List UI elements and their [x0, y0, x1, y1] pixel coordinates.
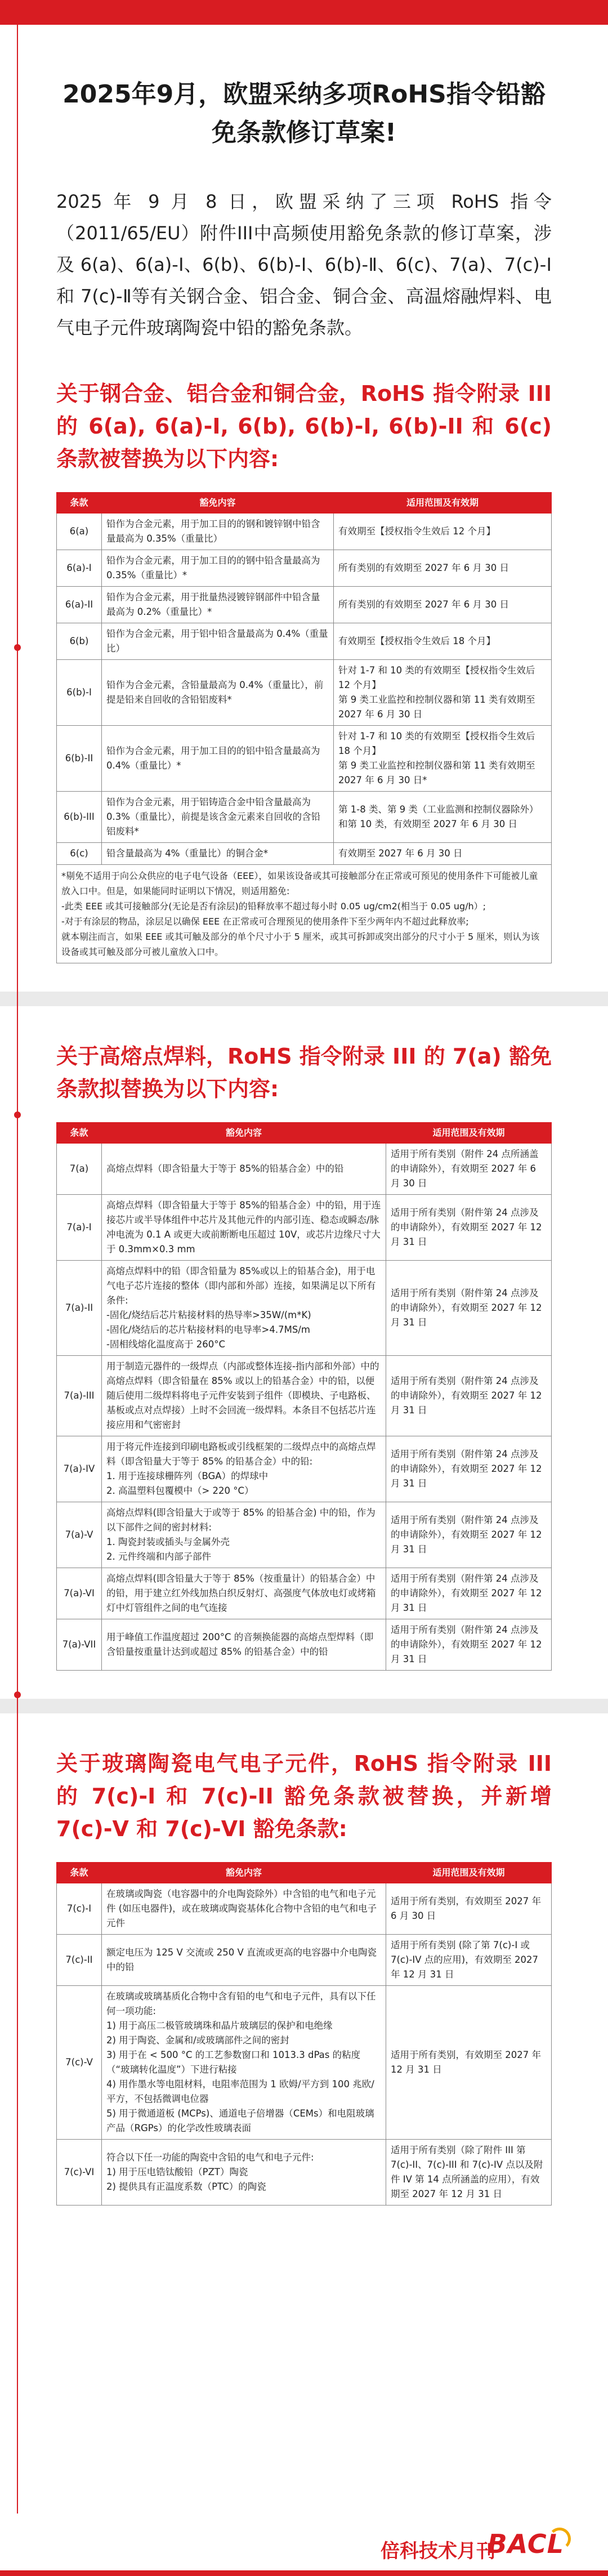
table-row [57, 550, 552, 587]
left-accent-line [17, 25, 18, 2514]
row-clause: 6(a)-II [57, 587, 102, 623]
row-scope: 适用于所有类别（附件第 24 点涉及的申请除外），有效期至 2027 年 12 月 31 日 [386, 1195, 552, 1261]
row-content: 高熔点焊料(即含铅量大于等于 85%（按重量计）的铅基合金）中的铅，用于建立红外线加热白织反射灯、高强度气体放电灯或烤箱灯中灯管组件之间的电气连接 [102, 1568, 386, 1619]
table-row [57, 792, 552, 843]
header-content: 豁免内容 [102, 1123, 386, 1144]
row-clause: 7(a)-III [57, 1356, 102, 1436]
row-clause: 7(a)-VI [57, 1568, 102, 1619]
row-content: 高熔点焊料(即含铅量大于或等于 85% 的铅基合金) 中的铅，作为以下部件之间的密封材料: 1. 陶瓷封装或插头与金属外壳 2. 元件终端和内部子部件 [102, 1502, 386, 1568]
table-row [57, 587, 552, 623]
table-body [57, 1883, 552, 2206]
table-row [57, 514, 552, 550]
row-clause: 6(b) [57, 623, 102, 660]
header-scope: 适用范围及有效期 [386, 1863, 552, 1883]
row-scope: 适用于所有类别（除了附件 III 第 7(c)-II、7(c)-III 和 7(c)-IV 点以及附件 IV 第 14 点所涵盖的应用），有效期至 2027 年 12 月 31 日 [386, 2140, 552, 2206]
row-scope: 适用于所有类别，有效期至 2027 年 12 月 31 日 [386, 1986, 552, 2140]
row-content: 铅作为合金元素，用于铝中铅含量最高为 0.4%（重量比） [102, 623, 334, 660]
row-clause: 7(c)-V [57, 1986, 102, 2140]
table-row [57, 1568, 552, 1619]
table-header-row [57, 1123, 552, 1144]
section-high-melting-solder [56, 1040, 552, 1671]
row-content: 用于峰值工作温度超过 200°C 的音频换能器的高熔点型焊料（即含铅量按重量计达到或超过 85% 的铅基合金）中的铅 [102, 1619, 386, 1671]
row-scope: 适用于所有类别（附件第 24 点涉及的申请除外），有效期至 2027 年 12 月 31 日 [386, 1502, 552, 1568]
row-content: 铅作为合金元素，用于加工目的的铝中铅含量最高为 0.4%（重量比）* [102, 726, 334, 792]
table-row [57, 623, 552, 660]
header-scope: 适用范围及有效期 [334, 493, 552, 514]
row-scope: 所有类别的有效期至 2027 年 6 月 30 日 [334, 587, 552, 623]
table-footnote: *剔免不适用于向公众供应的电子电气设备（EEE），如果该设备或其可接触部分在正常或可预见的使用条件下可能被儿童放入口中。但是，如果能同时证明以下情况，则适用豁免: -此类 EEE 或其可接触部分(无论是否有涂层)的铅释放率不超过每小时 0.05 ug/cm2(相当于 0.05 ug/h）; -对于有涂层的物品，涂层足以确保 EEE 在正常或可合理预见的使用条件下至少两年内不超过此释放率; 就本剔注而言，如果 EEE 或其可触及部分的单个尺寸小于 5 厘米，或其可拆卸或突出部分的尺寸小于 5 厘米，则认为该设备或其可触及部分可被儿童放入口中。 [56, 865, 552, 963]
row-clause: 7(c)-II [57, 1935, 102, 1986]
bottom-accent-bar [0, 2570, 608, 2576]
row-scope: 适用于所有类别（附件 24 点所涵盖的申请除外），有效期至 2027 年 6 月 30 日 [386, 1144, 552, 1195]
row-clause: 7(a) [57, 1144, 102, 1195]
row-content: 铅作为合金元素，用于加工目的的钢和镀锌钢中铅含量最高为 0.35%（重量比） [102, 514, 334, 550]
row-clause: 7(a)-II [57, 1261, 102, 1356]
row-content: 用于将元件连接到印刷电路板或引线框架的二级焊点中的高熔点焊料（即含铅量大于等于 85% 的铅基合金）中的铅: 1. 用于连接球栅阵列（BGA）的焊球中 2. 高温塑料包覆模中（> 220 °C） [102, 1436, 386, 1502]
row-clause: 7(a)-IV [57, 1436, 102, 1502]
row-scope: 适用于所有类别，有效期至 2027 年 6 月 30 日 [386, 1883, 552, 1935]
section-title: 关于高熔点焊料，RoHS 指令附录 III 的 7(a) 豁免条款拟替换为以下内容: [56, 1044, 552, 1101]
row-scope: 适用于所有类别（附件第 24 点涉及的申请除外），有效期至 2027 年 12 月 31 日 [386, 1356, 552, 1436]
row-clause: 7(c)-VI [57, 2140, 102, 2206]
table-header-row [57, 1863, 552, 1883]
table-row [57, 1436, 552, 1502]
timeline-dot [14, 1111, 21, 1118]
row-scope: 适用于所有类别（附件第 24 点涉及的申请除外），有效期至 2027 年 12 月 31 日 [386, 1436, 552, 1502]
row-content: 高熔点焊料（即含铅量大于等于 85%的铅基合金）中的铅 [102, 1144, 386, 1195]
footer-brand: 倍科技术月刊 [381, 2540, 495, 2562]
logo-swoosh-icon [548, 2528, 571, 2550]
top-accent-bar [0, 0, 608, 25]
row-scope: 有效期至 2027 年 6 月 30 日 [334, 843, 552, 865]
row-content: 高熔点焊料（即含铅量大于等于 85%的铅基合金）中的铅，用于连接芯片或半导体组件中芯片及其他元件的内部引连、稳态或瞬态/脉冲电流为 0.1 A 或更大或前断断电压超过 10V，或芯片边缘尺寸大于 0.3mm×0.3 mm [102, 1195, 386, 1261]
row-content: 铅作为合金元素，用于加工目的的钢中铅含量最高为 0.35%（重量比）* [102, 550, 334, 587]
row-clause: 6(b)-I [57, 660, 102, 726]
table-row [57, 1195, 552, 1261]
section-title: 关于玻璃陶瓷电气电子元件，RoHS 指令附录 III 的 7(c)-I 和 7(c)-II 豁免条款被替换，并新增 7(c)-V 和 7(c)-VI 豁免条款: [56, 1751, 552, 1841]
row-clause: 6(b)-III [57, 792, 102, 843]
table-row [57, 660, 552, 726]
table-row [57, 1261, 552, 1356]
table-row [57, 1883, 552, 1935]
row-scope: 有效期至【授权指令生效后 12 个月】 [334, 514, 552, 550]
table-body [57, 1144, 552, 1671]
table-row [57, 726, 552, 792]
section-divider [0, 992, 608, 1006]
row-scope: 第 1-8 类、第 9 类（工业监测和控制仪器除外）和第 10 类，有效期至 2027 年 6 月 30 日 [334, 792, 552, 843]
intro-paragraph: 2025 年 9 月 8 日，欧盟采纳了三项 RoHS 指令（2011/65/EU）附件III中高频使用豁免条款的修订草案，涉及 6(a)、6(a)-Ⅰ、6(b)、6(b)-Ⅰ、6(b)-Ⅱ、6(c)、7(a)、7(c)-Ⅰ和 7(c)-Ⅱ等有关钢合金、铝合金、铜合金、高温熔融焊料、电气电子元件玻璃陶瓷中铅的豁免条款。 [56, 191, 552, 338]
row-content: 铅作为合金元素，含铅量最高为 0.4%（重量比），前提是铅来自回收的含铅铝废料* [102, 660, 334, 726]
header-content: 豁免内容 [102, 493, 334, 514]
header-content: 豁免内容 [102, 1863, 386, 1883]
timeline-dot [14, 1691, 21, 1698]
row-scope: 有效期至【授权指令生效后 18 个月】 [334, 623, 552, 660]
row-content: 高熔点焊料中的铅（即含铅量为 85%或以上的铅基合金)，用于电气电子芯片连接的整体（即内部和外部）连接，如果满足以下所有条件: -固化/烧结后芯片粘接材料的热导率>35W/(m*K) -固化/烧结后的芯片粘接材料的电导率>4.7MS/m -固相线熔化温度高于 260°C [102, 1261, 386, 1356]
section-divider [0, 1699, 608, 1713]
row-clause: 7(a)-VII [57, 1619, 102, 1671]
table-row [57, 1986, 552, 2140]
table-row [57, 1619, 552, 1671]
footer [0, 2514, 608, 2576]
section-glass-ceramic [56, 1747, 552, 2206]
table-row [57, 1935, 552, 1986]
timeline-dot [14, 644, 21, 651]
row-clause: 6(c) [57, 843, 102, 865]
page-title: 2025年9月，欧盟采纳多项RoHS指令铅豁免条款修订草案! [62, 80, 546, 147]
row-content: 铅作为合金元素，用于批量热浸镀锌钢部件中铅含量最高为 0.2%（重量比）* [102, 587, 334, 623]
row-content: 铅作为合金元素，用于铝铸造合金中铅含量最高为 0.3%（重量比），前提是该含金元素来自回收的含铅铝废料* [102, 792, 334, 843]
section-title: 关于钢合金、铝合金和铜合金，RoHS 指令附录 III 的 6(a), 6(a)-I, 6(b), 6(b)-I, 6(b)-II 和 6(c) 条款被替换为以下内容: [56, 381, 552, 471]
header-no: 条款 [57, 1123, 102, 1144]
exemption-table-1 [56, 492, 552, 865]
table-row [57, 1502, 552, 1568]
row-scope: 针对 1-7 和 10 类的有效期至【授权指令生效后 18 个月】 第 9 类工业监控和控制仪器和第 11 类有效期至 2027 年 6 月 30 日* [334, 726, 552, 792]
header-no: 条款 [57, 493, 102, 514]
row-content: 用于制造元器件的一级焊点（内部或整体连接-指内部和外部）中的高熔点焊料（即含铅量在 85% 或以上的铅基合金）中的铅，以便随后使用二级焊料将电子元件安装到子组件（即模块、子电路板、基板或点对点焊接）上时不会回流一级焊料。本条目不包括芯片连接应用和气密密封 [102, 1356, 386, 1436]
row-clause: 6(a) [57, 514, 102, 550]
row-scope: 适用于所有类别（附件第 24 点涉及的申请除外），有效期至 2027 年 12 月 31 日 [386, 1619, 552, 1671]
header-no: 条款 [57, 1863, 102, 1883]
table-header-row [57, 493, 552, 514]
row-clause: 6(a)-I [57, 550, 102, 587]
row-content: 在玻璃或玻璃基质化合物中含有铅的电气和电子元件，具有以下任何一项功能: 1) 用于高压二极管玻璃珠和晶片玻璃层的保护和电绝缘 2) 用于陶瓷、金属和/或玻璃部件之间的密封 3) 用于在 < 500 °C 的工艺参数窗口和 1013.3 dPas 的粘度（“玻璃转化温度”）下进行粘接 4) 用作墨水等电阻材料，电阻率范围为 1 欧姆/平方到 100 兆欧/平方，不包括微调电位器 5) 用于微通道板 (MCPs)、通道电子倍增器（CEMs）和电阻玻璃产品（RGPs）的化学改性玻璃表面 [102, 1986, 386, 2140]
row-scope: 适用于所有类别（附件第 24 点涉及的申请除外），有效期至 2027 年 12 月 31 日 [386, 1568, 552, 1619]
table-row [57, 2140, 552, 2206]
table-row [57, 1356, 552, 1436]
row-scope: 所有类别的有效期至 2027 年 6 月 30 日 [334, 550, 552, 587]
row-clause: 7(c)-I [57, 1883, 102, 1935]
row-clause: 7(a)-V [57, 1502, 102, 1568]
exemption-table-2 [56, 1122, 552, 1671]
row-content: 符合以下任一功能的陶瓷中含铅的电气和电子元件: 1) 用于压电锆钛酸铅（PZT）陶瓷 2) 提供具有正温度系数（PTC）的陶瓷 [102, 2140, 386, 2206]
header-scope: 适用范围及有效期 [386, 1123, 552, 1144]
table-row [57, 843, 552, 865]
table-body [57, 514, 552, 865]
bacl-logo [488, 2529, 564, 2559]
section-steel-aluminium-copper [56, 377, 552, 963]
exemption-table-3 [56, 1862, 552, 2206]
table-row [57, 1144, 552, 1195]
logo-text: BACL [487, 2529, 564, 2559]
row-scope: 针对 1-7 和 10 类的有效期至【授权指令生效后 12 个月】 第 9 类工业监控和控制仪器和第 11 类有效期至 2027 年 6 月 30 日 [334, 660, 552, 726]
row-clause: 7(a)-I [57, 1195, 102, 1261]
row-scope: 适用于所有类别（附件第 24 点涉及的申请除外），有效期至 2027 年 12 月 31 日 [386, 1261, 552, 1356]
row-clause: 6(b)-II [57, 726, 102, 792]
row-content: 在玻璃或陶瓷（电容器中的介电陶瓷除外）中含铅的电气和电子元件 (如压电器件)，或在玻璃或陶瓷基体化合物中含铅的电气和电子元件 [102, 1883, 386, 1935]
row-content: 铅含量最高为 4%（重量比）的铜合金* [102, 843, 334, 865]
row-scope: 适用于所有类别 (除了第 7(c)-I 或 7(c)-IV 点的应用)，有效期至 2027 年 12 月 31 日 [386, 1935, 552, 1986]
row-content: 额定电压为 125 V 交流或 250 V 直流或更高的电容器中介电陶瓷中的铅 [102, 1935, 386, 1986]
